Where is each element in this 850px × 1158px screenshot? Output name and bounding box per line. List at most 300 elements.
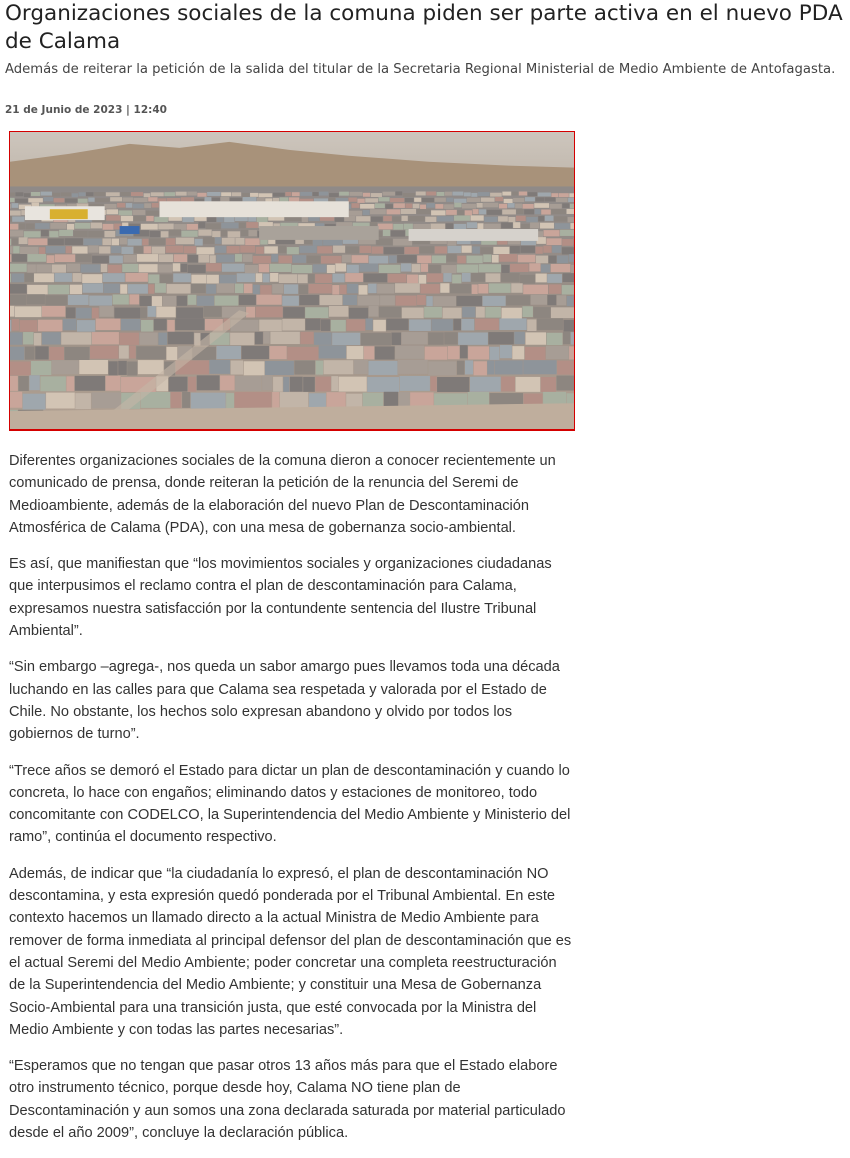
house (367, 377, 399, 392)
house (210, 255, 216, 263)
house (283, 377, 289, 392)
house (315, 377, 331, 392)
house (146, 216, 153, 221)
house (239, 222, 246, 228)
house (340, 285, 347, 295)
house (471, 273, 485, 282)
house (48, 238, 64, 245)
house (278, 246, 286, 253)
house (166, 246, 184, 253)
house (475, 319, 499, 331)
house (28, 238, 47, 245)
house (512, 346, 524, 359)
house (217, 283, 235, 293)
house (197, 247, 215, 254)
house (298, 274, 308, 283)
house (65, 198, 77, 202)
house (321, 319, 330, 331)
house (144, 193, 151, 197)
house (331, 376, 338, 391)
house (454, 199, 466, 203)
house (476, 307, 485, 318)
house (86, 192, 93, 196)
house (214, 296, 238, 306)
house (209, 360, 230, 374)
house (307, 256, 321, 264)
house (523, 285, 548, 295)
house (420, 246, 435, 253)
house (13, 246, 19, 253)
house (405, 247, 419, 254)
house (483, 203, 498, 208)
house (11, 273, 24, 282)
house (10, 198, 15, 202)
house (187, 192, 197, 196)
house (92, 332, 119, 344)
house (510, 246, 520, 253)
house (309, 284, 332, 294)
house (181, 197, 194, 201)
house (347, 265, 359, 273)
house (354, 360, 368, 374)
house (405, 203, 412, 208)
house (520, 275, 535, 284)
house (160, 274, 173, 283)
house (119, 333, 139, 345)
house (52, 360, 79, 374)
house (513, 198, 524, 202)
house (38, 320, 63, 332)
house (464, 192, 471, 196)
house (163, 296, 177, 306)
house (448, 246, 462, 253)
house (228, 231, 241, 237)
house (141, 320, 153, 332)
house (321, 256, 342, 264)
house (151, 192, 164, 196)
house (119, 210, 133, 215)
house (546, 333, 562, 345)
house (462, 273, 471, 282)
house (308, 274, 315, 283)
house (511, 283, 522, 293)
house (303, 377, 315, 392)
house (106, 376, 121, 391)
house (10, 295, 26, 305)
house (299, 246, 316, 253)
house (357, 199, 364, 203)
house (512, 191, 519, 195)
house (382, 192, 395, 196)
house (333, 246, 345, 253)
house (398, 360, 428, 374)
house (10, 392, 22, 408)
house (23, 394, 46, 410)
house (197, 375, 220, 390)
house (571, 265, 574, 273)
house (442, 308, 461, 319)
house (181, 231, 197, 237)
house (148, 284, 154, 294)
house (216, 346, 241, 359)
house (457, 210, 464, 215)
house (173, 273, 191, 282)
house (335, 263, 346, 271)
house (567, 209, 574, 214)
house (453, 319, 461, 331)
house (255, 332, 263, 344)
house (541, 377, 556, 392)
house (396, 191, 403, 195)
house (91, 392, 120, 408)
house (305, 319, 320, 331)
house (10, 239, 11, 246)
house (364, 346, 375, 359)
house (169, 377, 188, 392)
house (380, 295, 395, 305)
house (499, 254, 517, 262)
house (391, 333, 401, 345)
house (12, 254, 27, 262)
house (501, 273, 520, 282)
house (65, 238, 83, 245)
house (473, 209, 479, 214)
house (349, 211, 362, 216)
house (220, 375, 235, 390)
house (402, 216, 408, 221)
house (479, 264, 501, 272)
house (122, 197, 133, 201)
house (141, 307, 147, 318)
house (224, 217, 234, 222)
house (351, 255, 368, 263)
house (520, 246, 535, 253)
house (140, 296, 152, 306)
house (395, 283, 420, 293)
house (339, 192, 349, 196)
house (282, 296, 299, 306)
house (10, 224, 18, 230)
house (401, 263, 411, 271)
house (11, 203, 18, 208)
house (470, 215, 483, 220)
house (457, 256, 466, 264)
house (541, 264, 550, 272)
house (45, 295, 67, 305)
house (450, 284, 471, 294)
house (402, 332, 428, 344)
house (417, 295, 426, 305)
house (10, 204, 11, 209)
house (534, 203, 549, 208)
house (20, 247, 38, 254)
house (139, 264, 158, 272)
house (262, 375, 273, 390)
house (356, 216, 370, 221)
house (75, 223, 91, 229)
house (431, 319, 453, 331)
yellow-building (50, 209, 88, 219)
house (551, 209, 566, 214)
house (10, 320, 11, 332)
house (48, 285, 69, 295)
house (500, 345, 512, 358)
house (235, 392, 272, 408)
house (518, 255, 536, 263)
house (176, 238, 194, 245)
house (42, 332, 61, 344)
house (127, 239, 141, 246)
house (114, 308, 140, 319)
house (146, 211, 160, 216)
house (222, 238, 235, 245)
house (126, 203, 132, 208)
house (543, 246, 551, 253)
house (270, 273, 278, 282)
house (426, 191, 436, 195)
house (76, 254, 92, 262)
house (175, 318, 204, 330)
house (530, 222, 539, 228)
house (188, 265, 206, 273)
house (121, 216, 133, 221)
house (235, 376, 261, 391)
house (134, 246, 143, 253)
house (119, 345, 129, 358)
house (557, 361, 574, 375)
house (523, 360, 556, 374)
house (127, 361, 137, 375)
house (302, 217, 308, 222)
house (554, 216, 567, 221)
house (404, 224, 413, 230)
house (571, 332, 574, 344)
house (559, 193, 569, 197)
house (250, 193, 258, 197)
house (226, 393, 234, 409)
house (148, 197, 157, 201)
house (75, 376, 105, 391)
house (242, 193, 250, 197)
house (460, 345, 468, 358)
house (235, 238, 244, 245)
house (27, 285, 48, 295)
house (485, 307, 501, 318)
house (378, 224, 393, 230)
house (529, 263, 540, 271)
house (104, 284, 120, 294)
house (300, 192, 312, 196)
house (378, 197, 389, 201)
house (10, 347, 24, 360)
house (117, 203, 125, 208)
house (501, 222, 512, 228)
house (477, 223, 483, 229)
house (435, 204, 443, 209)
house (88, 231, 104, 237)
house (82, 274, 102, 283)
house (361, 333, 391, 345)
house (207, 275, 219, 284)
house (27, 294, 45, 304)
house (257, 198, 265, 202)
house (546, 238, 561, 245)
house (181, 264, 187, 272)
house (120, 284, 127, 294)
house (554, 223, 569, 229)
house (219, 275, 236, 284)
house (245, 265, 258, 273)
house (360, 204, 374, 209)
house (133, 198, 147, 202)
house (188, 377, 196, 392)
paragraph-4: “Trece años se demoró el Estado para dictar un plan de descontaminación y cuando lo concreta, lo hace con engaños; eliminando datos y estaciones de monitoreo, todo concomitante con CODELCO, la Superintendencia del Medio Ambiente y Ministerio del ramo”, continúa el documento respectivo. (9, 760, 575, 849)
house (174, 224, 186, 230)
house (78, 199, 88, 203)
house (120, 192, 130, 196)
house (427, 273, 443, 282)
house (319, 192, 328, 196)
house (270, 332, 299, 344)
house (501, 265, 509, 273)
house (502, 209, 516, 214)
house (535, 197, 544, 201)
house (206, 284, 216, 294)
paragraph-1: Diferentes organizaciones sociales de la comuna dieron a conocer recientemente un comunicado de prensa, donde reiteran la petición de la renuncia del Seremi de Medioambiente, además de la elaboración del nuevo Plan de Descontaminación Atmosférica de Calama (PDA), con una mesa de gobernanza socio-ambiental. (9, 450, 575, 539)
house (187, 224, 198, 230)
house (447, 254, 457, 262)
house (499, 318, 526, 330)
house (569, 193, 574, 197)
house (405, 198, 414, 202)
house (171, 392, 182, 408)
house (516, 216, 526, 221)
house (479, 209, 486, 214)
house (490, 193, 502, 197)
house (346, 319, 365, 331)
house (63, 319, 77, 331)
house (395, 346, 424, 359)
house (483, 296, 506, 306)
house (241, 346, 269, 359)
house (220, 197, 229, 201)
house (373, 320, 386, 332)
house (437, 192, 445, 196)
house (242, 254, 252, 262)
house (292, 255, 306, 263)
house (570, 204, 574, 209)
house (313, 239, 323, 246)
house (279, 256, 292, 264)
house (440, 283, 449, 293)
house (568, 217, 574, 222)
house (164, 192, 175, 196)
house (264, 246, 278, 253)
house (527, 319, 536, 331)
house (259, 320, 282, 332)
house (519, 191, 527, 195)
house (47, 255, 55, 263)
house (372, 246, 384, 253)
industrial-building-2 (259, 226, 379, 240)
house (188, 255, 198, 263)
house (217, 217, 224, 222)
house (256, 307, 283, 318)
house (506, 295, 530, 305)
house (270, 346, 287, 359)
house (166, 238, 175, 245)
house (231, 360, 243, 374)
house (437, 216, 454, 221)
house (514, 332, 525, 344)
house (521, 224, 530, 230)
house (536, 247, 543, 254)
house (501, 308, 521, 319)
house (198, 255, 209, 263)
house (83, 283, 104, 293)
house (204, 306, 222, 317)
house (207, 217, 216, 222)
house (433, 296, 456, 306)
house (197, 193, 206, 197)
house (167, 320, 174, 332)
house (67, 224, 74, 230)
house (550, 204, 562, 209)
house (12, 238, 18, 245)
house (375, 203, 385, 208)
house (27, 264, 36, 272)
house (184, 246, 196, 253)
house (176, 308, 203, 319)
house (400, 376, 430, 391)
house (137, 254, 158, 262)
house (444, 204, 454, 209)
house (15, 192, 23, 196)
house (161, 231, 169, 237)
house (299, 295, 319, 305)
house (215, 246, 226, 253)
house (101, 264, 107, 272)
house (61, 332, 91, 344)
house (546, 346, 569, 359)
house (452, 192, 463, 196)
house (366, 318, 373, 330)
house (446, 210, 457, 215)
house (152, 203, 159, 208)
house (96, 319, 121, 331)
house (339, 377, 367, 392)
house (246, 307, 255, 318)
house (198, 222, 205, 228)
house (263, 331, 269, 343)
house (342, 255, 351, 263)
house (388, 274, 407, 283)
house (203, 237, 214, 244)
house (212, 198, 220, 202)
house (313, 264, 327, 272)
house (525, 332, 546, 344)
house (168, 332, 194, 344)
house (448, 346, 460, 359)
house (494, 360, 522, 374)
house (10, 264, 27, 272)
house (467, 222, 477, 228)
house (392, 216, 401, 221)
house (329, 197, 336, 201)
house (371, 217, 383, 222)
house (508, 217, 515, 222)
blue-building (120, 226, 140, 234)
